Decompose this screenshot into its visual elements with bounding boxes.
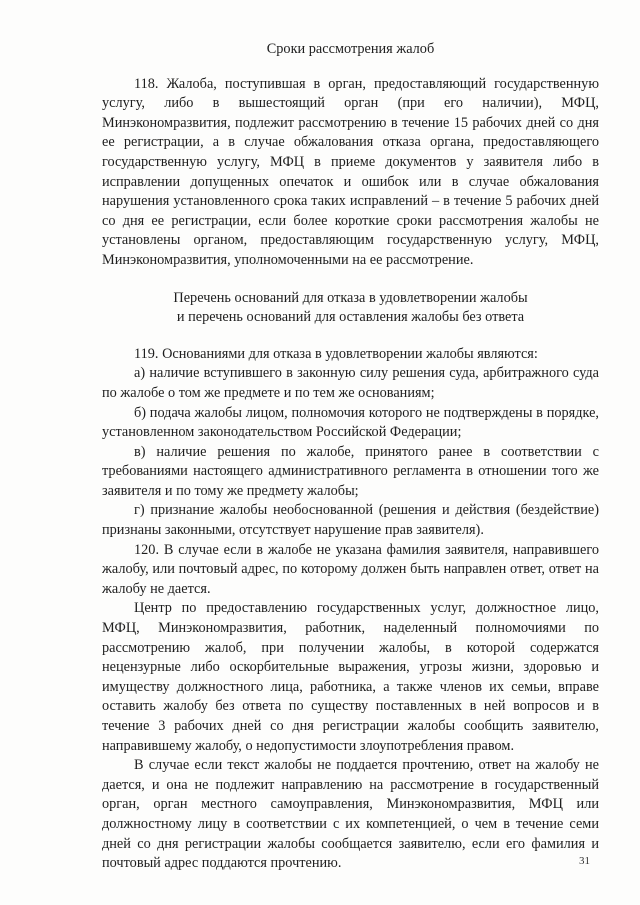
section-heading-line-2: и перечень оснований для оставления жалобы без ответа (176, 309, 525, 326)
paragraph-119-v: в) наличие решения по жалобе, принятого ранее в соответствии с требованиями настоящего административного регламента в отношении того же заявителя и по тому же предмету жалобы; (102, 443, 599, 499)
paragraph-120-abusive-content: Центр по предоставлению государственных услуг, должностное лицо, МФЦ, Минэкономразвития, работник, наделенный полномочиями по рассмотрению жалоб, при получении жалобы, в которой содержатся нецензурные либо оскорбительные выражения, угрозы жизни, здоровью и имуществу должностного лица, работника, а также членов их семьи, вправе оставить жалобу без ответа по существу поставленных в ней вопросов и в течение 3 рабочих дней со дня регистрации жалобы сообщить заявителю, направившему жалобу, о недопустимости злоупотребления правом. (102, 600, 599, 754)
paragraph-119-b: б) подача жалобы лицом, полномочия которого не подтверждены в порядке, установленном законодательством Российской Федерации; (102, 404, 599, 441)
section-heading-review-terms: Сроки рассмотрения жалоб (266, 41, 435, 57)
paragraph-120-unreadable-text: В случае если текст жалобы не поддается прочтению, ответ на жалобу не дается, и она не подлежит направлению на рассмотрение в государственный орган, орган местного самоуправления, Минэкономразвития, МФЦ или должностному лицу в соответствии с их компетенцией, о чем в течение семи дней со дня регистрации жалобы сообщается заявителю, если его фамилия и почтовый адрес поддаются прочтению. (102, 757, 599, 872)
paragraph-119: 119. Основаниями для отказа в удовлетворении жалобы являются: (134, 345, 538, 362)
paragraph-119-a: а) наличие вступившего в законную силу решения суда, арбитражного суда по жалобе о том же предмете и по тем же основаниям; (102, 365, 599, 401)
section-heading-refusal-grounds (102, 289, 599, 328)
paragraph-119-g: г) признание жалобы необоснованной (решения и действия (бездействие) признаны законными, отсутствует нарушение прав заявителя). (102, 502, 599, 539)
paragraph-120: 120. В случае если в жалобе не указана фамилия заявителя, направившего жалобу, или почтовый адрес, по которому должен быть направлен ответ, ответ на жалобу не дается. (102, 541, 599, 597)
paragraph-118: 118. Жалоба, поступившая в орган, предоставляющий государственную услугу, либо в вышестоящий орган (при его наличии), МФЦ, Минэкономразвития, подлежит рассмотрению в течение 15 рабочих дней со дня ее регистрации, а в случае обжалования отказа органа, предоставляющего государственную услугу, МФЦ в приеме документов у заявителя либо в исправлении допущенных опечаток и ошибок или в случае обжалования нарушения установленного срока таких исправлений – в течение 5 рабочих дней со дня ее регистрации, если более короткие сроки рассмотрения жалобы не установлены органом, предоставляющим государственную услугу, МФЦ, Минэкономразвития, уполномоченными на ее рассмотрение. (102, 75, 599, 268)
page-number: 31 (579, 855, 590, 867)
document-body (102, 40, 599, 874)
section-heading-line-1: Перечень оснований для отказа в удовлетворении жалобы (173, 289, 528, 306)
